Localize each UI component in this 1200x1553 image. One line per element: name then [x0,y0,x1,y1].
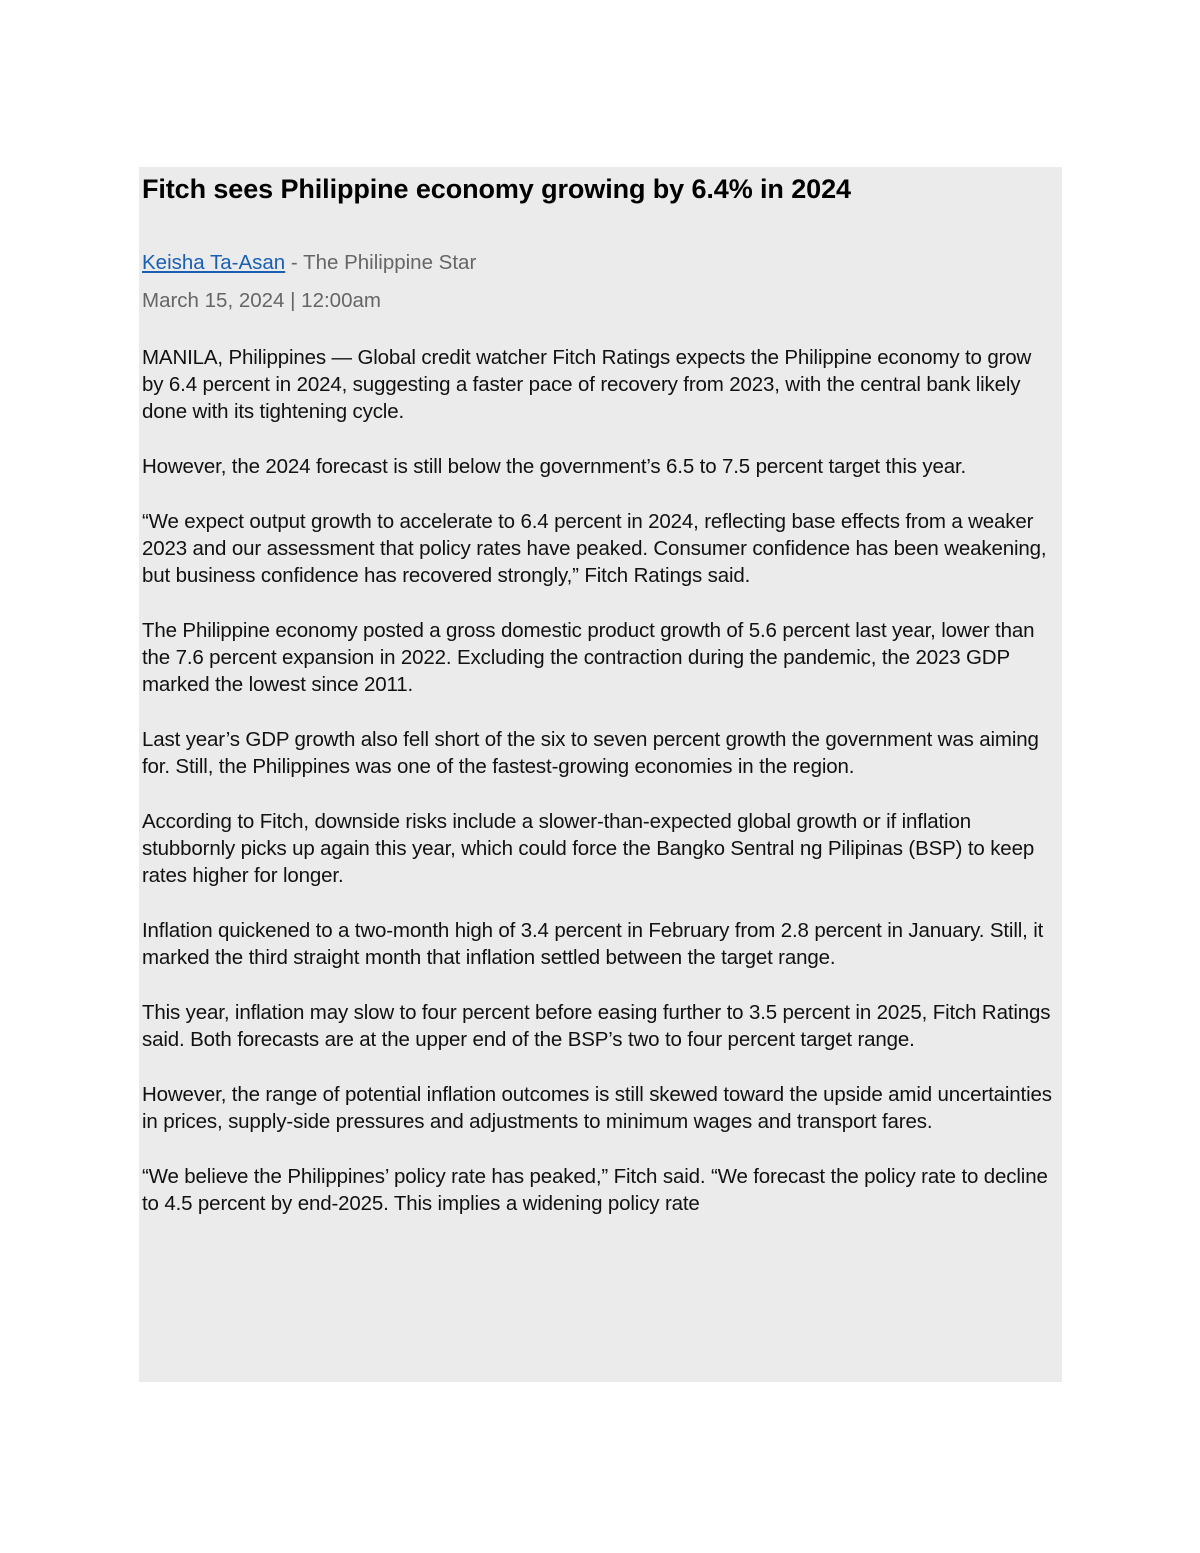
paragraph-2: However, the 2024 forecast is still below the government’s 6.5 to 7.5 percent target this year. [142,455,967,478]
author-link[interactable]: Keisha Ta-Asan [142,251,286,274]
paragraph-4: The Philippine economy posted a gross domestic product growth of 5.6 percent last year, lower than the 7.6 percent expansion in 2022. Excluding the contraction during the pandemic, the 2023 GDP marked the lowest since 2011. [142,619,1035,696]
article-date: March 15, 2024 | 12:00am [142,289,381,312]
article-headline: Fitch sees Philippine economy growing by 6.4% in 2024 [142,174,851,204]
publication-name: - The Philippine Star [285,251,477,274]
paragraph-9: However, the range of potential inflation outcomes is still skewed toward the upside amid uncertainties in prices, supply-side pressures and adjustments to minimum wages and transport fares. [142,1083,1052,1133]
paragraph-3: “We expect output growth to accelerate to 6.4 percent in 2024, reflecting base effects from a weaker 2023 and our assessment that policy rates have peaked. Consumer confidence has been weakening, but business confidence has recovered strongly,” Fitch Ratings said. [142,510,1047,587]
paragraph-10: “We believe the Philippines’ policy rate has peaked,” Fitch said. “We forecast the policy rate to decline to 4.5 percent by end-2025. This implies a widening policy rate [142,1165,1048,1215]
paragraph-8: This year, inflation may slow to four percent before easing further to 3.5 percent in 2025, Fitch Ratings said. Both forecasts are at the upper end of the BSP’s two to four percent target range. [142,1001,1051,1051]
paragraph-5: Last year’s GDP growth also fell short of the six to seven percent growth the government was aiming for. Still, the Philippines was one of the fastest-growing economies in the region. [142,728,1039,778]
article-panel [139,167,1062,1382]
paragraph-1: MANILA, Philippines — Global credit watcher Fitch Ratings expects the Philippine economy to grow by 6.4 percent in 2024, suggesting a faster pace of recovery from 2023, with the central bank likely done with its tightening cycle. [142,346,1032,423]
paragraph-7: Inflation quickened to a two-month high of 3.4 percent in February from 2.8 percent in January. Still, it marked the third straight month that inflation settled between the target range. [142,919,1044,969]
article-body [142,344,1058,1217]
byline [142,250,1058,276]
paragraph-6: According to Fitch, downside risks include a slower-than-expected global growth or if inflation stubbornly picks up again this year, which could force the Bangko Sentral ng Pilipinas (BSP) to keep rates higher for longer. [142,810,1035,887]
